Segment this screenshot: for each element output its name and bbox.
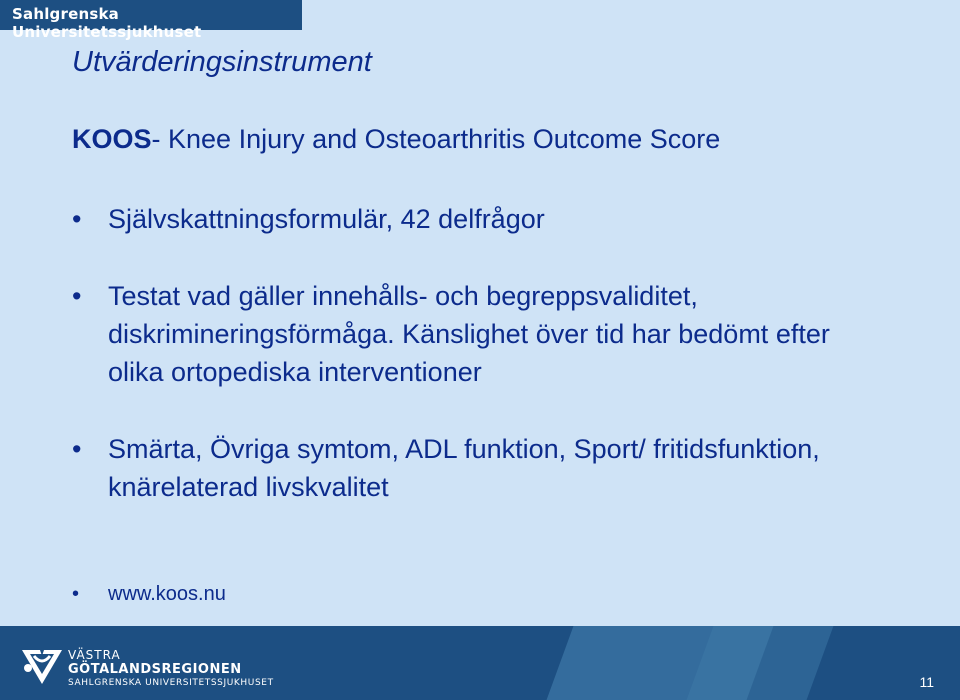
bullet-icon: • (72, 434, 82, 464)
bullet-icon: • (72, 204, 82, 234)
list-item (72, 430, 892, 506)
bullet-text: Testat vad gäller innehålls- och begreppsvaliditet, diskrimineringsförmåga. Känslighet över tid har bedömt efter olika ortopediska interventioner (108, 281, 830, 387)
slide-heading (72, 124, 720, 155)
bullet-icon: • (72, 281, 82, 311)
header-bar (0, 0, 302, 41)
institution-name: Sahlgrenska Universitetssjukhuset (12, 5, 202, 41)
bullet-icon: • (72, 583, 80, 605)
list-item (72, 580, 892, 608)
footer-decoration (687, 626, 834, 700)
bullet-text: Självskattningsformulär, 42 delfrågor (108, 204, 545, 234)
logo-text-line1: VÄSTRA (68, 648, 121, 662)
heading-text: - Knee Injury and Osteoarthritis Outcome Score (151, 124, 721, 154)
footer-bar (0, 626, 960, 700)
list-item (72, 200, 892, 238)
list-item (72, 277, 892, 391)
heading-acronym: KOOS (72, 124, 152, 154)
bullet-text: Smärta, Övriga symtom, ADL funktion, Sport/ fritidsfunktion, knärelaterad livskvalitet (108, 434, 820, 502)
website-link[interactable]: www.koos.nu (108, 583, 226, 605)
logo-text-line2: GÖTALANDSREGIONEN (68, 662, 242, 677)
logo-text-line3: SAHLGRENSKA UNIVERSITETSSJUKHUSET (68, 678, 274, 688)
vgr-logo-icon (20, 644, 64, 688)
slide-title: Utvärderingsinstrument (72, 46, 372, 78)
slide-number: 11 (919, 674, 934, 690)
